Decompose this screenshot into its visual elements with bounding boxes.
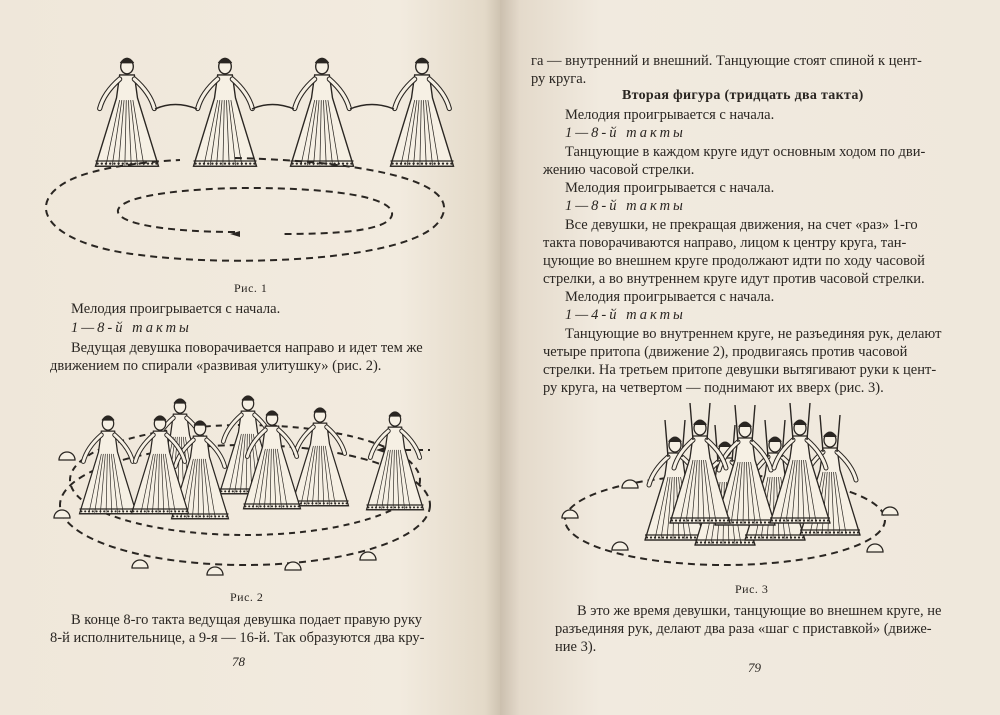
position-marker-icon: [867, 544, 883, 552]
right-line-1: га — внутренний и внешний. Танцующие стоят спиной к цент-: [531, 53, 922, 69]
right-paragraph-3: Мелодия проигрывается с начала.: [565, 180, 775, 196]
right-paragraph-4-line-3: цующие во внешнем круге продолжают идти по ходу часовой: [543, 253, 925, 269]
figure-1-dancer: [391, 59, 454, 167]
figure-3-illustration: [500, 370, 1000, 590]
right-paragraph-4-line-2: такта поворачиваются направо, лицом к центру круга, тан-: [543, 235, 907, 251]
right-paragraph-7-line-1: В это же время девушки, танцующие во внешнем круге, не: [577, 603, 942, 619]
right-paragraph-6-line-1: Танцующие во внутреннем круге, не разъединяя рук, делают: [565, 326, 942, 342]
position-marker-icon: [207, 567, 223, 575]
left-paragraph-1: Мелодия проигрывается с начала.: [71, 301, 281, 317]
right-line-2: ру круга.: [531, 71, 587, 87]
page-number-right: 79: [748, 660, 761, 675]
left-paragraph-3-line-2: 8-й исполнительнице, а 9-я — 16-й. Так образуются два кру-: [50, 630, 425, 646]
section-heading: Вторая фигура (тридцать два такта): [622, 88, 864, 103]
position-marker-icon: [882, 507, 898, 515]
page-number-left: 78: [232, 654, 245, 669]
right-bars-heading-2: 1—8-й такты: [565, 198, 686, 214]
left-paragraph-3-line-1: В конце 8-го такта ведущая девушка подает правую руку: [71, 612, 423, 628]
right-page: [500, 0, 1000, 715]
figure-3-caption: Рис. 3: [735, 582, 769, 596]
right-paragraph-6-line-3: стрелки. На третьем притопе девушки вытягивают руки к цент-: [543, 362, 937, 378]
right-paragraph-6-line-2: четыре притопа (движение 2), продвигаясь против часовой: [543, 344, 908, 360]
right-paragraph-2-line-1: Танцующие в каждом круге идут основным ходом по дви-: [565, 144, 926, 160]
figure-1-illustration: [0, 0, 500, 280]
figure-1-caption: Рис. 1: [234, 281, 268, 295]
figure-2-dancer: [367, 412, 424, 509]
position-marker-icon: [59, 452, 75, 460]
right-paragraph-1: Мелодия проигрывается с начала.: [565, 107, 775, 123]
figure-2-caption: Рис. 2: [230, 590, 264, 604]
position-marker-icon: [132, 560, 148, 568]
right-paragraph-7-line-2: разъединяя рук, делают два раза «шаг с приставкой» (движе-: [555, 621, 932, 637]
figure-2-dancer: [292, 408, 349, 505]
left-paragraph-2-line-2: движением по спирали «развивая улитушку» (рис. 2).: [50, 358, 382, 374]
position-marker-icon: [54, 510, 70, 518]
figure-2-dancer: [80, 416, 137, 513]
position-marker-icon: [562, 510, 578, 518]
right-paragraph-2-line-2: жению часовой стрелки.: [543, 162, 695, 178]
figure-1-dancer: [291, 59, 354, 167]
right-paragraph-4-line-4: стрелки, а во внутреннем круге идут против часовой стрелки.: [543, 271, 925, 287]
right-paragraph-7-line-3: ние 3).: [555, 639, 597, 655]
right-paragraph-4-line-1: Все девушки, не прекращая движения, на счет «раз» 1-го: [565, 217, 918, 233]
position-marker-icon: [622, 480, 638, 488]
right-paragraph-5: Мелодия проигрывается с начала.: [565, 289, 775, 305]
position-marker-icon: [360, 552, 376, 560]
right-paragraph-6-line-4: ру круга, на четвертом — поднимают их вверх (рис. 3).: [543, 380, 884, 396]
left-paragraph-2-line-1: Ведущая девушка поворачивается направо и идет тем же: [71, 340, 423, 356]
right-bars-heading-1: 1—8-й такты: [565, 125, 686, 141]
left-bars-heading: 1—8-й такты: [71, 320, 192, 336]
right-bars-heading-3: 1—4-й такты: [565, 307, 686, 323]
position-marker-icon: [612, 542, 628, 550]
figure-1-dancer: [96, 59, 159, 167]
figure-2-illustration: [0, 370, 500, 590]
figure-1-dancer: [194, 59, 257, 167]
